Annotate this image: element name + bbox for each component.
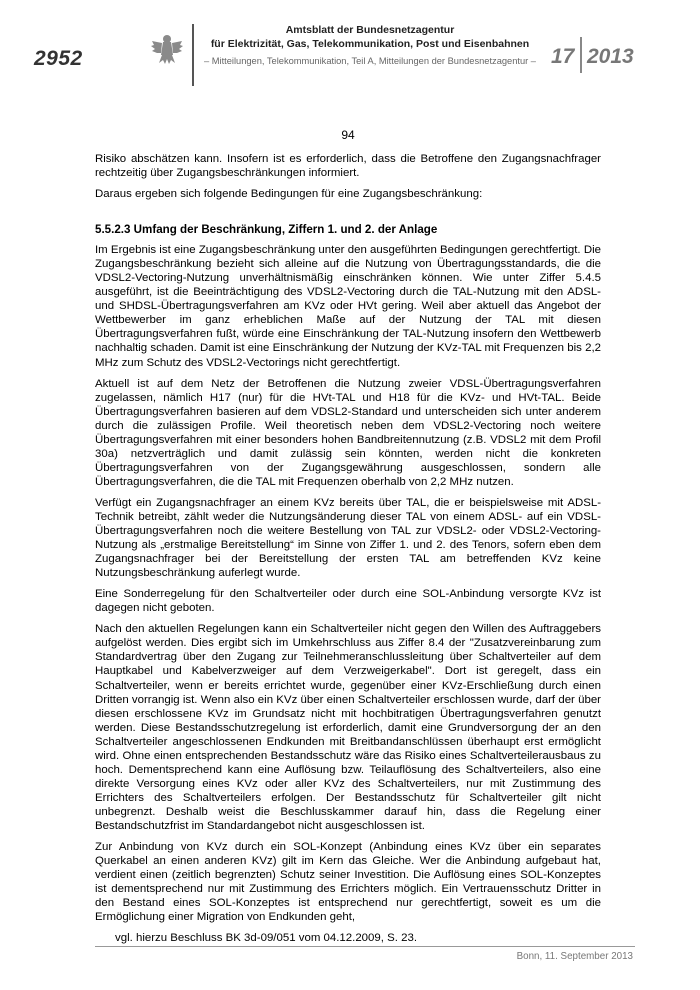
paragraph: Zur Anbindung von KVz durch ein SOL-Konzept (Anbindung eines KVz über ein separates Querkabel an einen anderen KVz) gilt im Kern das Gleiche. Wer die Anbindung aufgebaut hat, verdient einen (zeitlich begrenzten) Schutz seiner Investition. Die Auflösung eines SOL-Konzeptes ist dementsprechend nur mit Zustimmung des Errichters möglich. Ein Vertrauensschutz Dritter in den Bestand eines SOL-Konzeptes ist entsprechend nur gerechtfertigt, soweit es um die Ermöglichung einer Migration von Endkunden geht, [95, 841, 601, 924]
paragraph: Verfügt ein Zugangsnachfrager an einem KVz bereits über TAL, die er beispielsweise mit ADSL-Technik betreibt, zählt weder die Nutzungsänderung dieser TAL von einem ADSL- auf ein VDSL-Übertragungsverfahren noch die weitere Bestellung von TAL zur VDSL2- oder VDSL2-Vectoring-Nutzung als „erstmalige Bereitstellung“ im Sinne von Ziffer 1. und 2. des Tenors, sofern eben dem Zugangsnachfrager bei der Bereitstellung der ersten TAL am betreffenden KVz keine Nutzungsbeschränkung auferlegt wurde. [95, 496, 601, 580]
journal-section: – Mitteilungen, Telekommunikation, Teil A, Mitteilungen der Bundesnetzagentur – [204, 56, 536, 66]
header-divider [192, 24, 194, 86]
issue-year: 2013 [587, 45, 634, 68]
page-number: 2952 [34, 47, 83, 70]
internal-page-number: 94 [341, 128, 355, 142]
page-header [0, 0, 700, 80]
footer-rule [95, 946, 635, 947]
footnote: vgl. hierzu Beschluss BK 3d-09/051 vom 04.12.2009, S. 23. [115, 932, 418, 945]
issue-number: 17 [551, 45, 575, 68]
issue-divider [580, 37, 582, 73]
paragraph: Risiko abschätzen kann. Insofern ist es erforderlich, dass die Betroffene den Zugangsnachfrager rechtzeitig über Zugangsbeschränkungen informiert. [95, 153, 601, 180]
journal-title: Amtsblatt der Bundesnetzagentur [285, 24, 455, 36]
federal-eagle-icon [150, 33, 184, 65]
document-body [95, 128, 601, 945]
paragraph: Nach den aktuellen Regelungen kann ein Schaltverteiler nicht gegen den Willen des Auftraggebers aufgelöst werden. Dies ergibt sich im Umkehrschluss aus Ziffer 8.4 der "Zusatzvereinbarung zum Standardvertrag über den Zugang zur Teilnehmeranschlussleitung über Schaltverteiler auf dem Hauptkabel und Kabelverzweiger auf dem Verzweigerkabel". Dort ist geregelt, dass ein Schaltverteiler, wenn er bereits errichtet wurde, gegenüber einer KVz-Erschließung durch einen Dritten vorrangig ist. Wenn also ein KVz über einen Schaltverteiler erschlossen wurde, darf der über diesen erschlossene KVz im Grundsatz nicht mit hochbitratigen Übertragungsverfahren genutzt werden. Diese Bestandsschutzregelung ist erforderlich, damit eine Grundversorgung der an den Schaltverteiler angeschlossenen Endkunden mit Breitbandanschlüssen überhaupt erst ermöglicht wird. Ohne einen entsprechenden Bestandsschutz wäre das Risiko eines Schaltverteilerausbaus zu hoch. Dementsprechend kann eine Auflösung bzw. Teilauflösung des Schaltverteilers, also eine direkte Versorgung eines KVz oder aller KVz des Schaltverteilers, nur mit Zustimmung des Errichters des Schaltverteilers erfolgen. Der Bestandsschutz für Schaltverteiler gilt nicht unbegrenzt. Deshalb weist die Beschlusskammer darauf hin, dass die Regelung einer Bestandschutzfrist im Standardangebot nicht ausgeschlossen ist. [95, 623, 601, 832]
paragraph: Daraus ergeben sich folgende Bedingungen für eine Zugangsbeschränkung: [95, 188, 483, 201]
journal-subtitle: für Elektrizität, Gas, Telekommunikation, Post und Eisenbahnen [210, 38, 530, 50]
section-heading: 5.5.2.3 Umfang der Beschränkung, Ziffern 1. und 2. der Anlage [95, 223, 438, 237]
paragraph: Aktuell ist auf dem Netz der Betroffenen die Nutzung zweier VDSL-Übertragungsverfahren zugelassen, nämlich H17 (nur) für die HVt-TAL und H18 für die KVz- und HVt-TAL. Beide Übertragungsverfahren basieren auf dem VDSL2-Standard und unterscheiden sich unter anderem durch die zulässigen Profile. Weil theoretisch neben dem VDSL2-Vectoring noch weitere Übertragungsverfahren mit einer besonders hohen Bandbreitennutzung (z.B. VDSL2 mit dem Profil 30a) netzverträglich und damit zulässig sein könnten, werden nicht die konkreten Übertragungsverfahren von der Zugangsgewährung ausgeschlossen, sondern alle Übertragungsverfahren, die die TAL mit Frequenzen oberhalb von 2,2 MHz nutzen. [95, 377, 601, 488]
paragraph: Im Ergebnis ist eine Zugangsbeschränkung unter den ausgeführten Bedingungen gerechtfertigt. Die Zugangsbeschränkung bezieht sich alleine auf die Nutzung von Übertragungsstandards, die die VDSL2-Vectoring-Nutzung unverhältnismäßig einschränken können. Wie unter Ziffer 5.4.5 ausgeführt, ist die Beeinträchtigung des VDSL2-Vectoring durch die TAL-Nutzung mit den ADSL- und SHDSL-Übertragungsverfahren am KVz oder HVt gering. Weil aber aktuell das Angebot der Wettbewerber im ganz erheblichen Maße auf der Nutzung der TAL mit diesen Übertragungsverfahren fußt, würde eine Einschränkung der TAL-Nutzung insofern den Wettbewerb nachhaltig schaden. Damit ist eine Einschränkung der Nutzung der KVz-TAL mit Frequenzen bis 2,2 MHz zum Schutz des VDSL2-Vectorings nicht gerechtfertigt. [95, 244, 601, 369]
paragraph: Eine Sonderregelung für den Schaltverteiler oder durch eine SOL-Anbindung versorgte KVz ist dagegen nicht geboten. [95, 588, 601, 615]
footer-place-date: Bonn, 11. September 2013 [516, 951, 633, 962]
